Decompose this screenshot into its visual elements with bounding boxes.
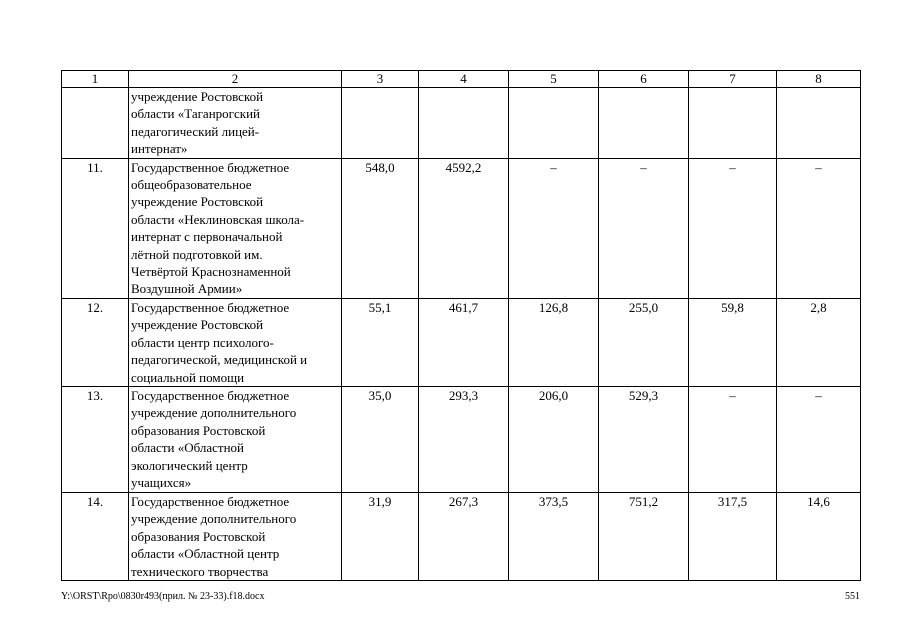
value-cell: 59,8: [689, 298, 777, 386]
column-header: 6: [599, 71, 689, 88]
value-cell: –: [509, 158, 599, 298]
row-number-cell: 13.: [62, 386, 129, 492]
institution-name-cell: Государственное бюджетное учреждение дополнительного образования Ростовской области «Областной центр технического творчества: [129, 492, 342, 580]
footer-file-path: Y:\ORST\Rpo\0830r493(прил. № 23-33).f18.docx: [61, 591, 265, 602]
row-number-cell: 14.: [62, 492, 129, 580]
header-row: [62, 71, 861, 88]
budget-table: [61, 70, 861, 581]
column-header: 3: [342, 71, 419, 88]
table-row: [62, 88, 861, 159]
row-number-cell: [62, 88, 129, 159]
institution-name-cell: Государственное бюджетное общеобразовательное учреждение Ростовской области «Неклиновская школа- интернат с первоначальной лётной подготовкой им. Четвёртой Краснознаменной Воздушной Армии»: [129, 158, 342, 298]
value-cell: –: [689, 386, 777, 492]
value-cell: [419, 88, 509, 159]
value-cell: [777, 88, 861, 159]
table-row: [62, 298, 861, 386]
table-row: [62, 386, 861, 492]
value-cell: 317,5: [689, 492, 777, 580]
value-cell: [689, 88, 777, 159]
value-cell: 548,0: [342, 158, 419, 298]
value-cell: –: [777, 158, 861, 298]
value-cell: [509, 88, 599, 159]
footer-page-number: 551: [845, 591, 860, 602]
value-cell: 4592,2: [419, 158, 509, 298]
value-cell: 529,3: [599, 386, 689, 492]
value-cell: 206,0: [509, 386, 599, 492]
table-body: [62, 71, 861, 581]
column-header: 8: [777, 71, 861, 88]
column-header: 5: [509, 71, 599, 88]
institution-name-cell: Государственное бюджетное учреждение дополнительного образования Ростовской области «Областной экологический центр учащихся»: [129, 386, 342, 492]
value-cell: 126,8: [509, 298, 599, 386]
value-cell: 2,8: [777, 298, 861, 386]
column-header: 4: [419, 71, 509, 88]
value-cell: 255,0: [599, 298, 689, 386]
value-cell: –: [689, 158, 777, 298]
value-cell: [599, 88, 689, 159]
value-cell: 293,3: [419, 386, 509, 492]
value-cell: 14,6: [777, 492, 861, 580]
value-cell: 31,9: [342, 492, 419, 580]
row-number-cell: 11.: [62, 158, 129, 298]
value-cell: 55,1: [342, 298, 419, 386]
value-cell: 35,0: [342, 386, 419, 492]
value-cell: 267,3: [419, 492, 509, 580]
institution-name-cell: Государственное бюджетное учреждение Ростовской области центр психолого- педагогической, медицинской и социальной помощи: [129, 298, 342, 386]
row-number-cell: 12.: [62, 298, 129, 386]
institution-name-cell: учреждение Ростовской области «Таганрогский педагогический лицей- интернат»: [129, 88, 342, 159]
value-cell: 461,7: [419, 298, 509, 386]
column-header: 7: [689, 71, 777, 88]
value-cell: 373,5: [509, 492, 599, 580]
value-cell: –: [777, 386, 861, 492]
table-row: [62, 158, 861, 298]
table-row: [62, 492, 861, 580]
column-header: 2: [129, 71, 342, 88]
value-cell: 751,2: [599, 492, 689, 580]
column-header: 1: [62, 71, 129, 88]
value-cell: –: [599, 158, 689, 298]
value-cell: [342, 88, 419, 159]
